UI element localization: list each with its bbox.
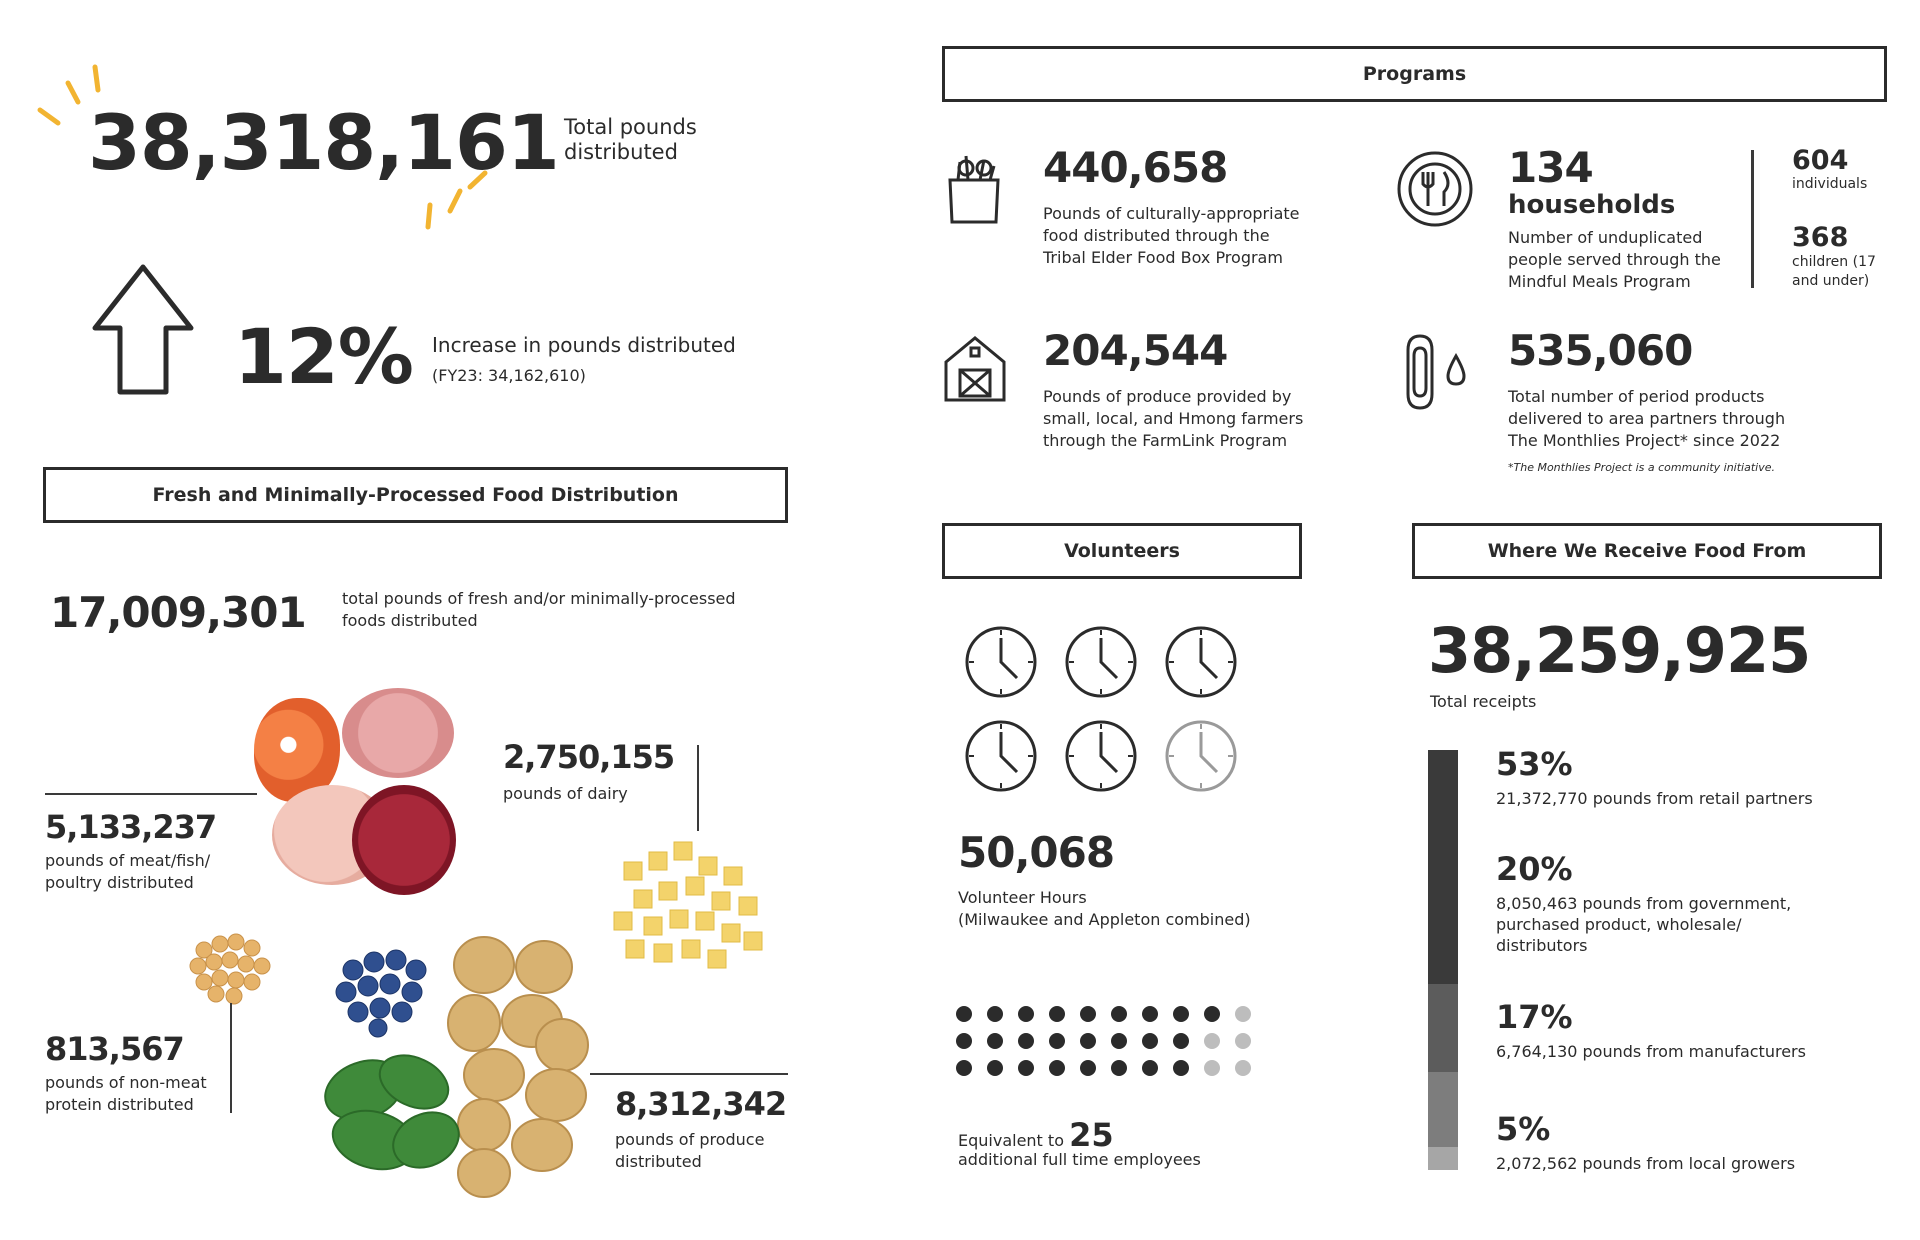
farm-label-1: Pounds of produce provided by: [1043, 387, 1292, 406]
clock-partial-icon: [1163, 718, 1239, 794]
source-pct: 5%: [1496, 1110, 1551, 1148]
source-retail: [1496, 745, 1813, 808]
employee-dot: [1111, 1060, 1127, 1076]
employee-dot: [1173, 1006, 1189, 1022]
employee-dot: [1204, 1033, 1220, 1049]
clock-icon: [1163, 624, 1239, 700]
blueberries-image: [328, 940, 438, 1040]
fresh-total-label: total pounds of fresh and/or minimally-processed foods distributed: [342, 589, 736, 630]
source-government: [1496, 850, 1791, 955]
tribal-value: 440,658: [1043, 143, 1228, 192]
fresh-total-value: 17,009,301: [50, 588, 306, 637]
source-line: 2,072,562 pounds from local growers: [1496, 1154, 1796, 1173]
source-line: 6,764,130 pounds from manufacturers: [1496, 1042, 1806, 1061]
employee-dot: [1173, 1060, 1189, 1076]
meals-label-3: Mindful Meals Program: [1508, 272, 1691, 291]
receipts-bar-segment: [1428, 1147, 1458, 1170]
equivalent-label: additional full time employees: [958, 1150, 1201, 1169]
meals-unit: households: [1508, 190, 1676, 220]
increase-label: Increase in pounds distributed: [432, 333, 736, 357]
increase-value: 12%: [234, 312, 413, 401]
employee-dot: [1080, 1033, 1096, 1049]
farm-value: 204,544: [1043, 326, 1228, 375]
barn-icon: [942, 334, 1008, 402]
produce-label-1: pounds of produce: [615, 1130, 765, 1149]
chickpeas-image: [186, 930, 278, 1006]
receipts-bar-segment: [1428, 984, 1458, 1072]
individuals-value: 604: [1792, 145, 1849, 176]
equivalent-prefix: Equivalent to: [958, 1131, 1064, 1150]
employee-dot: [956, 1006, 972, 1022]
farm-label-2: small, local, and Hmong farmers: [1043, 409, 1304, 428]
receipts-total-value: 38,259,925: [1428, 614, 1811, 687]
employee-dot: [1173, 1033, 1189, 1049]
employee-dot: [987, 1006, 1003, 1022]
employee-dot: [1204, 1060, 1220, 1076]
employee-dot: [1080, 1006, 1096, 1022]
receive-header-label: Where We Receive Food From: [1487, 540, 1807, 562]
children-label-2: and under): [1792, 273, 1870, 289]
clock-icon: [1063, 718, 1139, 794]
receipts-stacked-bar: [1428, 750, 1458, 1170]
tribal-label-3: Tribal Elder Food Box Program: [1043, 248, 1283, 267]
period-pad-icon: [1400, 332, 1474, 412]
employee-dot: [1049, 1006, 1065, 1022]
source-pct: 20%: [1496, 850, 1573, 888]
tribal-label-1: Pounds of culturally-appropriate: [1043, 204, 1300, 223]
period-label-1: Total number of period products: [1508, 387, 1765, 406]
total-pounds-label: Total pounds distributed: [564, 115, 697, 164]
meals-label-1: Number of unduplicated: [1508, 228, 1703, 247]
dairy-value: 2,750,155: [503, 738, 675, 776]
employee-dot: [1111, 1033, 1127, 1049]
spinach-image: [314, 1040, 474, 1190]
meat-callout-line: [45, 793, 257, 795]
produce-label-2: distributed: [615, 1152, 702, 1171]
period-value: 535,060: [1508, 326, 1693, 375]
children-value: 368: [1792, 222, 1849, 253]
source-line: 21,372,770 pounds from retail partners: [1496, 789, 1813, 808]
protein-label-1: pounds of non-meat: [45, 1073, 207, 1092]
meat-label-2: poultry distributed: [45, 873, 194, 892]
source-line: purchased product, wholesale/: [1496, 915, 1742, 934]
employee-dot: [956, 1033, 972, 1049]
employee-dot: [1142, 1060, 1158, 1076]
employee-dot: [1142, 1006, 1158, 1022]
protein-value: 813,567: [45, 1030, 184, 1068]
volunteer-hours-label-2: (Milwaukee and Appleton combined): [958, 910, 1251, 929]
meat-label-1: pounds of meat/fish/: [45, 851, 211, 870]
employee-dot: [1049, 1060, 1065, 1076]
dairy-callout-line: [697, 745, 699, 831]
employee-dot: [1204, 1006, 1220, 1022]
employee-dot: [1049, 1033, 1065, 1049]
employee-dot: [1111, 1006, 1127, 1022]
volunteer-hours-label-1: Volunteer Hours: [958, 888, 1087, 907]
employee-dot: [1018, 1033, 1034, 1049]
individuals-label: individuals: [1792, 176, 1868, 192]
tribal-label-2: food distributed through the: [1043, 226, 1270, 245]
source-pct: 53%: [1496, 745, 1573, 783]
period-label-2: delivered to area partners through: [1508, 409, 1786, 428]
steak-image: [352, 785, 456, 895]
programs-section-header: [942, 46, 1887, 102]
source-line: 8,050,463 pounds from government,: [1496, 894, 1792, 913]
volunteer-hours-value: 50,068: [958, 828, 1115, 877]
source-pct: 17%: [1496, 998, 1573, 1036]
fresh-section-header: [43, 467, 788, 523]
employee-dot: [987, 1060, 1003, 1076]
source-line: distributors: [1496, 936, 1588, 955]
children-label-1: children (17: [1792, 254, 1876, 270]
employee-dot: [1018, 1060, 1034, 1076]
employee-dot: [956, 1060, 972, 1076]
employee-dot: [1142, 1033, 1158, 1049]
meat-value: 5,133,237: [45, 808, 217, 846]
arrow-up-icon: [88, 262, 198, 398]
employee-dot: [1018, 1006, 1034, 1022]
receipts-total-label: Total receipts: [1430, 692, 1537, 711]
protein-label-2: protein distributed: [45, 1095, 194, 1114]
receive-section-header: [1412, 523, 1882, 579]
farm-label-3: through the FarmLink Program: [1043, 431, 1288, 450]
employee-dot: [1235, 1033, 1251, 1049]
produce-value: 8,312,342: [615, 1085, 787, 1123]
total-pounds-value: 38,318,161: [88, 98, 559, 187]
fresh-header-label: Fresh and Minimally-Processed Food Distribution: [152, 484, 679, 506]
employee-dot: [1080, 1060, 1096, 1076]
meals-divider: [1751, 150, 1754, 288]
protein-callout-line: [230, 1003, 232, 1113]
employee-dot: [1235, 1006, 1251, 1022]
receipts-bar-segment: [1428, 750, 1458, 984]
equivalent-line: [958, 1116, 1114, 1154]
clock-icon: [963, 718, 1039, 794]
clock-icon: [963, 624, 1039, 700]
period-label-3: The Monthlies Project* since 2022: [1508, 431, 1781, 450]
equivalent-value: 25: [1069, 1116, 1114, 1154]
period-footnote: *The Monthlies Project is a community initiative.: [1508, 461, 1775, 474]
pork-image: [342, 688, 454, 778]
increase-note: (FY23: 34,162,610): [432, 366, 586, 385]
employee-dot: [987, 1033, 1003, 1049]
clock-icon: [1063, 624, 1139, 700]
source-local-growers: [1496, 1110, 1795, 1173]
volunteers-header-label: Volunteers: [1064, 540, 1180, 562]
food-box-icon: [944, 150, 1004, 224]
programs-header-label: Programs: [1362, 63, 1467, 85]
source-manufacturers: [1496, 998, 1806, 1061]
meals-label-2: people served through the: [1508, 250, 1721, 269]
plate-icon: [1396, 150, 1474, 228]
employee-dot-grid: [956, 1006, 1256, 1086]
volunteers-section-header: [942, 523, 1302, 579]
meals-value: 134: [1508, 143, 1593, 192]
dairy-label: pounds of dairy: [503, 784, 628, 803]
cheese-image: [604, 832, 774, 982]
produce-callout-line: [590, 1073, 788, 1075]
employee-dot: [1235, 1060, 1251, 1076]
receipts-bar-segment: [1428, 1072, 1458, 1147]
